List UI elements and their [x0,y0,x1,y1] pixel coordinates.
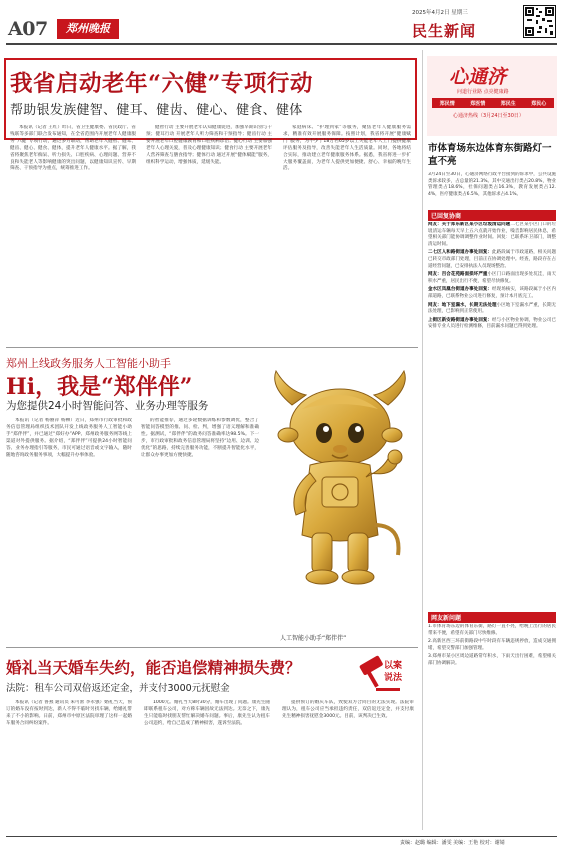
marriage-text-1: 本报讯（记者 鲁燕 通讯员 朱可蕾 李永强）婚礼当天，预订的婚车没有按时到达，新人不得不临时另找车辆，给婚礼带来了不小的影响。日前，郑州市中原区法院审理了这样一起婚车服务合同纠纷案件。 [6,700,132,726]
lead-subtitle: 帮助银发族健智、健耳、健齿、健心、健食、健体 [10,103,303,118]
wellness-tagline: 问道行业路 点亮健康路 [457,89,509,95]
marriage-subtitle: 法院：租车公司双倍返还定金，并支付3000元抚慰金 [6,683,230,694]
zbb-text-1: 本报讯（记者 杨丽萍 杨柳）近日，郑州市行政审批和政务信息管理局组织技术团队开发上线政务服务人工智能小助手“郑伴伴”，并已通过“郑好办”APP、郑州政务服务网等线上渠道对外提供服务。据介绍，“郑伴伴”可提供24小时智能问答、业务办理指引等服务，市民可通过语音或文字输入，随时随地咨询政务服务事项，大幅提升办事体验。 [6,418,132,458]
lead-column-1 [10,125,136,347]
solved-item-body: 此路段属于市政道路，相关问题已转交市政部门处理，目前正在协调处理中。经查，路段存在占道经营问题，已安排执法人员现场整治。 [428,250,556,269]
zbb-kicker: 郑州上线政务服务人工智能小助手 [6,357,171,370]
netizen-item: 1.市体育场东边的体育东街，路灯一直不亮，给晚上出行的居民带来不便，希望有关部门尽快维修。 [428,624,556,636]
solved-item [428,272,556,285]
marriage-column-1 [6,700,132,836]
solved-item [428,250,556,270]
marriage-title: 婚礼当天婚车失约，能否追偿精神损失费？ [6,658,301,677]
header-rule [6,43,557,45]
wellness-item: 郑医情 [470,100,486,107]
page-number: A07 [8,18,48,40]
mascot-illustration [262,365,418,627]
lead-text-2: 健智行动 主要开展老年认知健康促进，加强早期识别与干预；健耳行动 开展老年人听力筛查和干预指导；健齿行动 主要开展老年口腔健康教育和口腔疾病诊治；健心行动 主要加强老年人心理关爱，普及心理健康知识；健食行动 主要开展老年人营养筛查与膳食指导；健体行动 通过开展“健体赋能”服务，组织科学运动，增强体质，延缓失能。 [146,125,272,165]
wellness-banner [427,56,557,136]
lead-text-3: 家庭病床、“护理到家”等服务，聚焦老年人健康服务需求，精准有效开展服务保障。按照计划，我省将开展“健康赋门”服务，为不少于18万名65岁以上失能老年人上门提供健康评估服务及指导，改善失能老年人生活质量。同时，各地将结合实际，推动建立老年健康服务体系。据悉，我省将进一步扩大服务覆盖面，为老年人提供更加便捷、舒心、幸福的晚年生活。 [283,125,411,172]
wellness-item: 郑民情 [439,100,455,107]
solved-item-title: 网友：关于郑东新区某小区垃圾清运问题 [428,222,511,227]
lead-text-1: 本报讯（记者 王红）昨日，省卫生健康委、省民政厅、省残联等多部门联合发布通知，在全省范围内开展老年人健康服务“六健”专项行动，通过多方联动，帮助老年人健智、健耳、健齿、健心、健食、健体，提升老年人健康水平。据了解，我省将聚焦老年痴呆、听力损失、口腔疾病、心理问题、营养不良和失能老人等影响健康的突出问题，以健康知识宣传、早期筛查、干预指导为重点，统筹推进工作。 [10,125,136,172]
wellness-hotline: 心通济热线（3月24日至30日） [453,113,524,119]
footer-editors: 责编：赵璐 编辑：潘雯 美编：王艳 校对：谢婧 [400,840,505,846]
wellness-item: 郑民心 [531,100,547,107]
solved-item-body: 小区门口路面出现多处坑洼，雨天积水严重，居民出行不便，希望尽快修复。 [428,272,556,284]
market-heading: 市体育场东边体育东街路灯一直不亮 [428,143,552,167]
footer-rule [6,836,557,837]
solved-item-title: 网友：地下室漏水，长期无法处理 [428,302,497,308]
solved-list [428,222,556,602]
netizen-heading [428,612,556,623]
wellness-item: 郑民生 [500,100,516,107]
solved-item [428,222,556,248]
market-text: 3月24日至30日，心通济网络行政平台接到的诉求中，公共设施类诉求较多，占总量的21.3%。其中交通出行类占20.8%，物业管理类占18.6%，社保问题类占16.3%，教育发展类占12.4%，医疗健康类占6.5%，其他诉求占4.1%。 [428,172,556,197]
solved-item [428,303,556,316]
zbb-column-1 [6,418,132,642]
solved-heading [428,210,556,221]
lead-column-3 [283,125,411,347]
solved-item [428,287,556,300]
issue-date: 2025年4月2日 星期三 [412,10,468,16]
marriage-text-2: 1000元。婚礼当天8时30分，婚车出现了问题。康先生随即联系租车公司，对方称车辆因故无法到达。无奈之下，康先生只能临时找朋友帮忙解决婚车问题。事后，康先生认为租车公司违约，给自己造成了精神损害，遂诉至法院。 [144,700,270,726]
lead-divider [6,347,418,348]
lead-column-2 [146,125,272,347]
sidebar-divider [422,50,423,830]
solved-item-body: 经与小区物业协调，物业公司已安排专业人员进行检测维修，目前漏水问题已得到处理。 [428,317,556,330]
solved-heading-text: 已回复协商 [431,213,462,220]
wellness-logo: 心通济 [449,66,507,88]
solved-item-title: 网友：百合花苑路面损坏严重 [428,272,488,278]
netizen-item: 2.高新区西三环前街路段中午时段有车辆违规停放，造成交通拥堵，希望交警部门加强管理。 [428,639,556,651]
case-seal [350,654,410,698]
qr-code-icon [523,5,556,38]
wellness-items [432,98,554,108]
section-title: 民生新闻 [412,22,477,40]
marriage-text-3: 提供预订的婚庆车队，致使双方合同目的无法实现。法院审理认为，租车公司应当承担违约责任，双倍返还定金，并支付康先生精神损害抚慰金3000元。目前，该判决已生效。 [282,700,414,719]
marriage-column-2 [144,700,270,836]
solved-item-title: 二七区人和路街道办事处回复： [428,250,493,256]
brand-logo: 郑州晚报 [57,19,119,39]
solved-item-title: 金水区凤凰台街道办事处回复： [428,287,493,293]
netizen-item: 3.郑州市某小区周边道路常年积水，下雨天出行困难，希望相关部门协调解决。 [428,654,556,666]
zbb-divider [6,647,418,648]
mascot-caption: 人工智能小助手“郑伴伴” [280,635,347,642]
solved-item-body: 二七区某小区门口的垃圾清运车辆每天早上五六点就开始作业，噪音影响居民休息，希望相关部门能协调调整作业时间。回复：已联系环卫部门，调整清运时间。 [428,222,556,247]
solved-item-title: 上街区新安路街道办事处回复： [428,317,493,323]
seal-line-2: 说法 [384,673,403,683]
seal-line-1: 以案 [384,661,403,671]
solved-item-body: 小区地下室漏水严重，长期无法处理，已影响到正常使用。 [428,302,556,315]
zbb-text-2: 的智能推荐，通过多轮数据训练和参数调优，整合了智能问答模型的推、问、检、判，增强了语义理解和准确性。据测试，“郑伴伴”的政务问答准确率达98.5%。下一步，市行政审批和政务信息管理局将坚持“边用、边训、边优化”的思路，持续完善服务功能，不断提升智能化水平，让群众办事更加方便快捷。 [141,418,259,458]
lead-title: 我省启动老年“六健”专项行动 [10,71,313,97]
netizen-heading-text: 网友新问题 [431,615,462,622]
page-header [0,0,563,46]
zbb-column-2 [141,418,259,642]
solved-item-body: 经现场核实，该路段属于小区内部道路，已联系物业公司进行修复，预计本月底完工。 [428,287,556,299]
zbb-subtitle: 为您提供24小时智能问答、业务办理等服务 [6,400,209,412]
marriage-column-3 [282,700,414,836]
solved-item [428,318,556,331]
zbb-title: Hi，我是“郑伴伴” [6,374,193,400]
netizen-list [428,624,556,829]
